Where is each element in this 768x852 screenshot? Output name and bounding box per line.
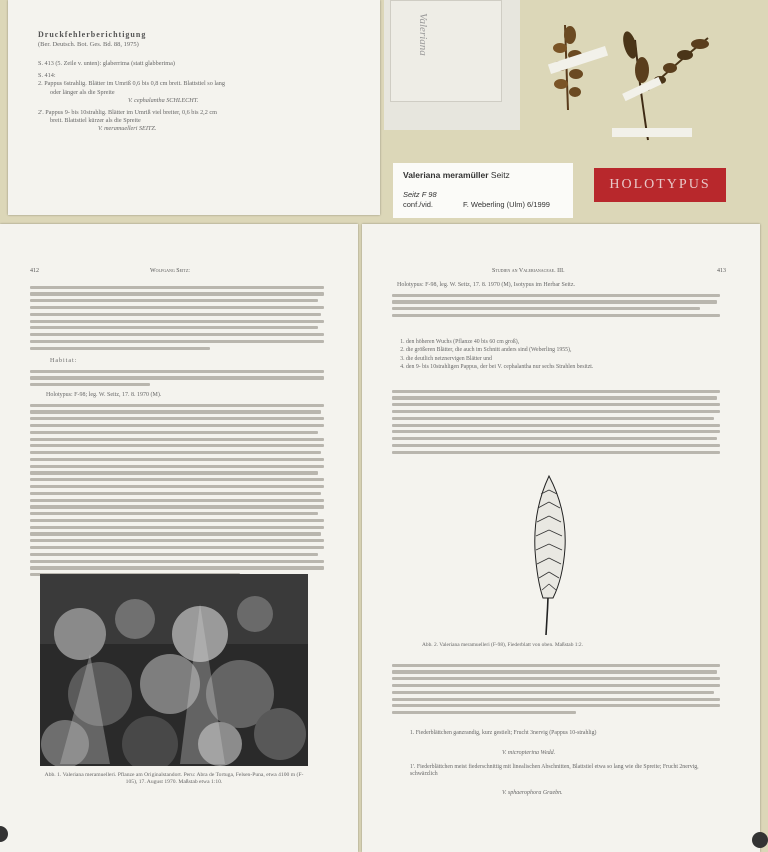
- erratum-line: S. 413 (5. Zeile v. unten): glaberrima (statt glabberima): [38, 60, 175, 67]
- list-item: 4. den 9- bis 10strahligen Pappus, der bei V. cephalantha nur sechs Strahlen besitzt.: [406, 363, 722, 371]
- mounting-strip: [612, 128, 692, 137]
- figure-caption: Abb. 2. Valeriana meramuelleri (F-98), Fiederblatt von oben. Maßstab 1:2.: [422, 642, 583, 648]
- seed-envelope: [390, 0, 502, 102]
- specimen-fragments: [530, 0, 760, 150]
- key-species-2: V. sphaerophora Graebn.: [502, 790, 563, 796]
- key-entry-1: 1. Fiederblättchen ganzrandig, kurz gestielt; Frucht 3nervig (Pappus 10-strahlig): [410, 730, 597, 736]
- erratum-slip: [8, 0, 380, 215]
- right-text-block: [392, 290, 727, 321]
- key-species-1: V. micropterina Wedd.: [502, 750, 556, 756]
- erratum-reference: (Ber. Deutsch. Bot. Ges. Bd. 88, 1975): [38, 41, 139, 48]
- erratum-line: V. meramuelleri SEITZ.: [98, 125, 157, 133]
- erratum-line: S. 414:: [38, 72, 56, 80]
- right-numbered-list: [392, 338, 722, 372]
- key-entry-2: 1'. Fiederblättchen meist fiederschnittig mit linealischen Abschnitten, Blattstiel etwa so lang wie die Spreite; Frucht 2nervig, schwärzlich: [410, 764, 699, 778]
- label-verifier: F. Weberling (Ulm) 6/1999: [463, 200, 550, 209]
- holotype-stamp: HOLOTYPUS: [594, 168, 726, 202]
- left-holotypus-line: Holotypus: F-98; leg. W. Seitz, 17. 8. 1970 (M).: [46, 392, 162, 398]
- list-item: 3. die deutlich netznervigen Blätter und: [406, 355, 722, 363]
- left-text-block: [30, 400, 330, 580]
- binder-hole: [752, 832, 768, 848]
- leaf-illustration: [519, 470, 579, 640]
- determination-label: [393, 163, 573, 218]
- label-species: Valeriana meramüller: [403, 170, 489, 180]
- left-running-head: Wolfgang Seitz:: [150, 268, 190, 274]
- erratum-line: 2'. Pappus 9- bis 10strahlig. Blätter im Umriß viel breiter, 0,6 bis 2,2 cm: [38, 109, 217, 117]
- left-page-number: 412: [30, 268, 39, 274]
- erratum-line: breit. Blattstiel kürzer als die Spreite: [50, 117, 141, 125]
- right-text-block: [392, 386, 727, 457]
- erratum-line: oder länger als die Spreite: [50, 88, 115, 96]
- right-text-block: [392, 660, 727, 718]
- erratum-title: Druckfehlerberichtigung: [38, 30, 147, 39]
- left-habitat-heading: Habitat:: [50, 358, 78, 364]
- right-page-number: 413: [717, 268, 726, 274]
- leaf-fragment-large: [621, 30, 709, 140]
- habitat-photograph: [40, 574, 308, 766]
- list-item: 2. die größeren Blätter, die auch im Schnitt anders sind (Weberling 1955),: [406, 346, 722, 354]
- right-holotypus-line: Holotypus: F-98, leg. W. Seitz, 17. 8. 1970 (M), Isotypus im Herbar Seitz.: [397, 282, 575, 288]
- envelope-handwriting: Valeriana: [417, 13, 429, 56]
- right-journal-page: [362, 224, 760, 852]
- erratum-body: [38, 60, 358, 134]
- erratum-line: V. cephalantha SCHLECHT.: [128, 96, 199, 104]
- label-species-line: [403, 170, 510, 180]
- right-running-head: Studien an Valerianaceae. III.: [492, 268, 565, 274]
- label-confvid: conf./vid.: [403, 200, 434, 209]
- erratum-line: 2. Pappus 6strahlig. Blätter im Umriß 0,6 bis 0,8 cm breit. Blattstiel so lang: [38, 80, 225, 88]
- photo-caption: Abb. 1. Valeriana meramuelleri. Pflanze am Originalstandort. Peru: Abra de Tortuga, Felsen-Puna, etwa 4100 m (F-105), 17. August 1970. Maßstab etwa 1:10.: [44, 772, 304, 785]
- left-journal-page: [0, 224, 358, 852]
- label-author: Seitz: [490, 170, 510, 180]
- label-collector: Seitz F 98: [403, 190, 437, 199]
- left-text-block: [30, 366, 330, 390]
- left-text-block: [30, 282, 330, 353]
- list-item: 1. den höheren Wuchs (Pflanze 40 bis 60 cm groß),: [406, 338, 722, 346]
